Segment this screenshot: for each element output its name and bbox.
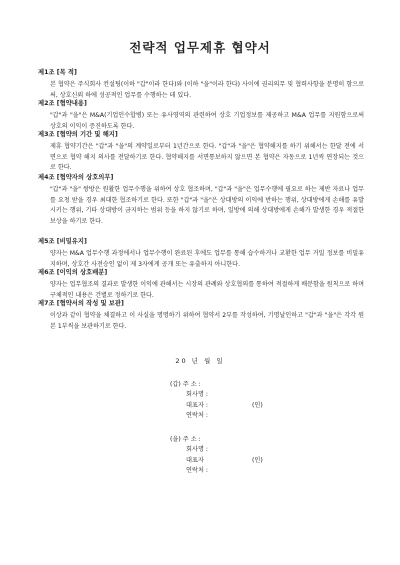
article-body: 제휴 협약기간은 "갑"과 "을"의 계약일로부터 1년간으로 한다. "갑"과 "을"은 협약해지를 하기 위해서는 한달 전에 서면으로 협약 해지 의사를 전달하기로 한다. 협약해지를 서면통보하지 않으면 본 협약은 자동으로 1년씩 연장되는 것으로 한다. bbox=[50, 143, 364, 172]
article-body: "갑"과 "을" 쌍방은 원활한 업무수행을 위하여 상호 협조하며, "갑"과 "을"은 업무수행에 필요로 하는 제반 자료나 업무를 요청 받을 경우 최대한 협조하기로 한다. 또한 "갑"과 "을"은 상대방의 이익에 반하는 행위, 상대방에게 손해를 유발시키는 행위, 기타 상대방이 금지하는 범위 등을 하지 않기로 하며, 일방에 의해 상대방에게 손해가 발생한 경우 적절한 보상을 하기로 한다. bbox=[50, 186, 364, 225]
party-a-company-label: 회사명 : bbox=[186, 391, 208, 399]
article-heading: 제2조 [협약내용] bbox=[38, 100, 87, 107]
article-heading: 제4조 [협약자의 상호의무] bbox=[38, 174, 114, 181]
article-1 bbox=[38, 68, 364, 101]
party-a-ceo-label: 대표자 : bbox=[186, 401, 208, 409]
party-b-ceo-label: 대표자 bbox=[186, 456, 204, 464]
article-6 bbox=[38, 268, 364, 301]
article-body: "갑"과 "을"은 M&A(기업인수합병) 또는 유사영역의 관련하여 상호 기업정보를 제공하고 M&A 업무를 지원함으로써 상호의 이익이 증진하도록 한다. bbox=[50, 112, 364, 130]
party-a-block bbox=[170, 380, 290, 421]
contract-date: 20 년 월 일 bbox=[175, 357, 225, 365]
party-a-seal: (인) bbox=[252, 401, 263, 409]
article-body: 이상과 같이 협약을 체결하고 이 사실을 명명하기 위하여 협약서 2부를 작성하여, 기명날인하고 "갑"과 "을"은 각각 원본 1부씩을 보관하기로 한다. bbox=[50, 312, 364, 330]
article-body: 양자는 M&A 업무수행 과정에서나 업무수행이 완료된 후에도 업무를 통해 습수하거나 교환한 업무 거밀 정보를 비밀유지하며, 상호간 사전승인 없이 제 3자에게 공개 또는 유출하지 아니한다. bbox=[50, 250, 364, 268]
party-b-address-label: (을) 주 소 : bbox=[170, 436, 201, 443]
party-b-block bbox=[170, 435, 290, 476]
article-7 bbox=[38, 299, 364, 332]
party-b-company-label: 회사명 : bbox=[186, 446, 208, 454]
article-4 bbox=[38, 173, 364, 227]
article-body: 본 협약은 주식회사 컨설팅(이하 "갑"이라 한다)와 (이하 "을"이라 한다) 사이에 권리의무 및 협력사항을 분명히 함으로써, 상호신뢰 하에 성공적인 업무를 수행하는 데 있다. bbox=[50, 81, 364, 99]
article-2 bbox=[38, 99, 364, 132]
article-3 bbox=[38, 130, 364, 174]
party-b-contact-label: 연락처 : bbox=[186, 466, 208, 474]
article-5 bbox=[38, 237, 364, 270]
article-heading: 제1조 [목 적] bbox=[38, 69, 77, 76]
document-title: 전략적 업무제휴 협약서 bbox=[129, 40, 271, 55]
party-a-contact-label: 연락처 : bbox=[186, 411, 208, 419]
article-heading: 제7조 [협약서의 작성 및 보관] bbox=[38, 300, 124, 307]
article-heading: 제6조 [이익의 상호배분] bbox=[38, 269, 108, 276]
article-heading: 제3조 [협약의 기간 및 해지] bbox=[38, 131, 118, 138]
party-a-address-label: (갑) 주 소 : bbox=[170, 381, 201, 388]
article-body: 양자는 업무협조의 결과로 발생한 이익에 관해서는 시장의 관례와 상호협의를 통하여 적절하게 배분함을 원칙으로 하며 구체적인 내용은 건별로 정하기로 한다. bbox=[50, 281, 364, 299]
article-heading: 제5조 [비밀유지] bbox=[38, 238, 87, 245]
party-b-seal: (인) bbox=[252, 456, 263, 464]
